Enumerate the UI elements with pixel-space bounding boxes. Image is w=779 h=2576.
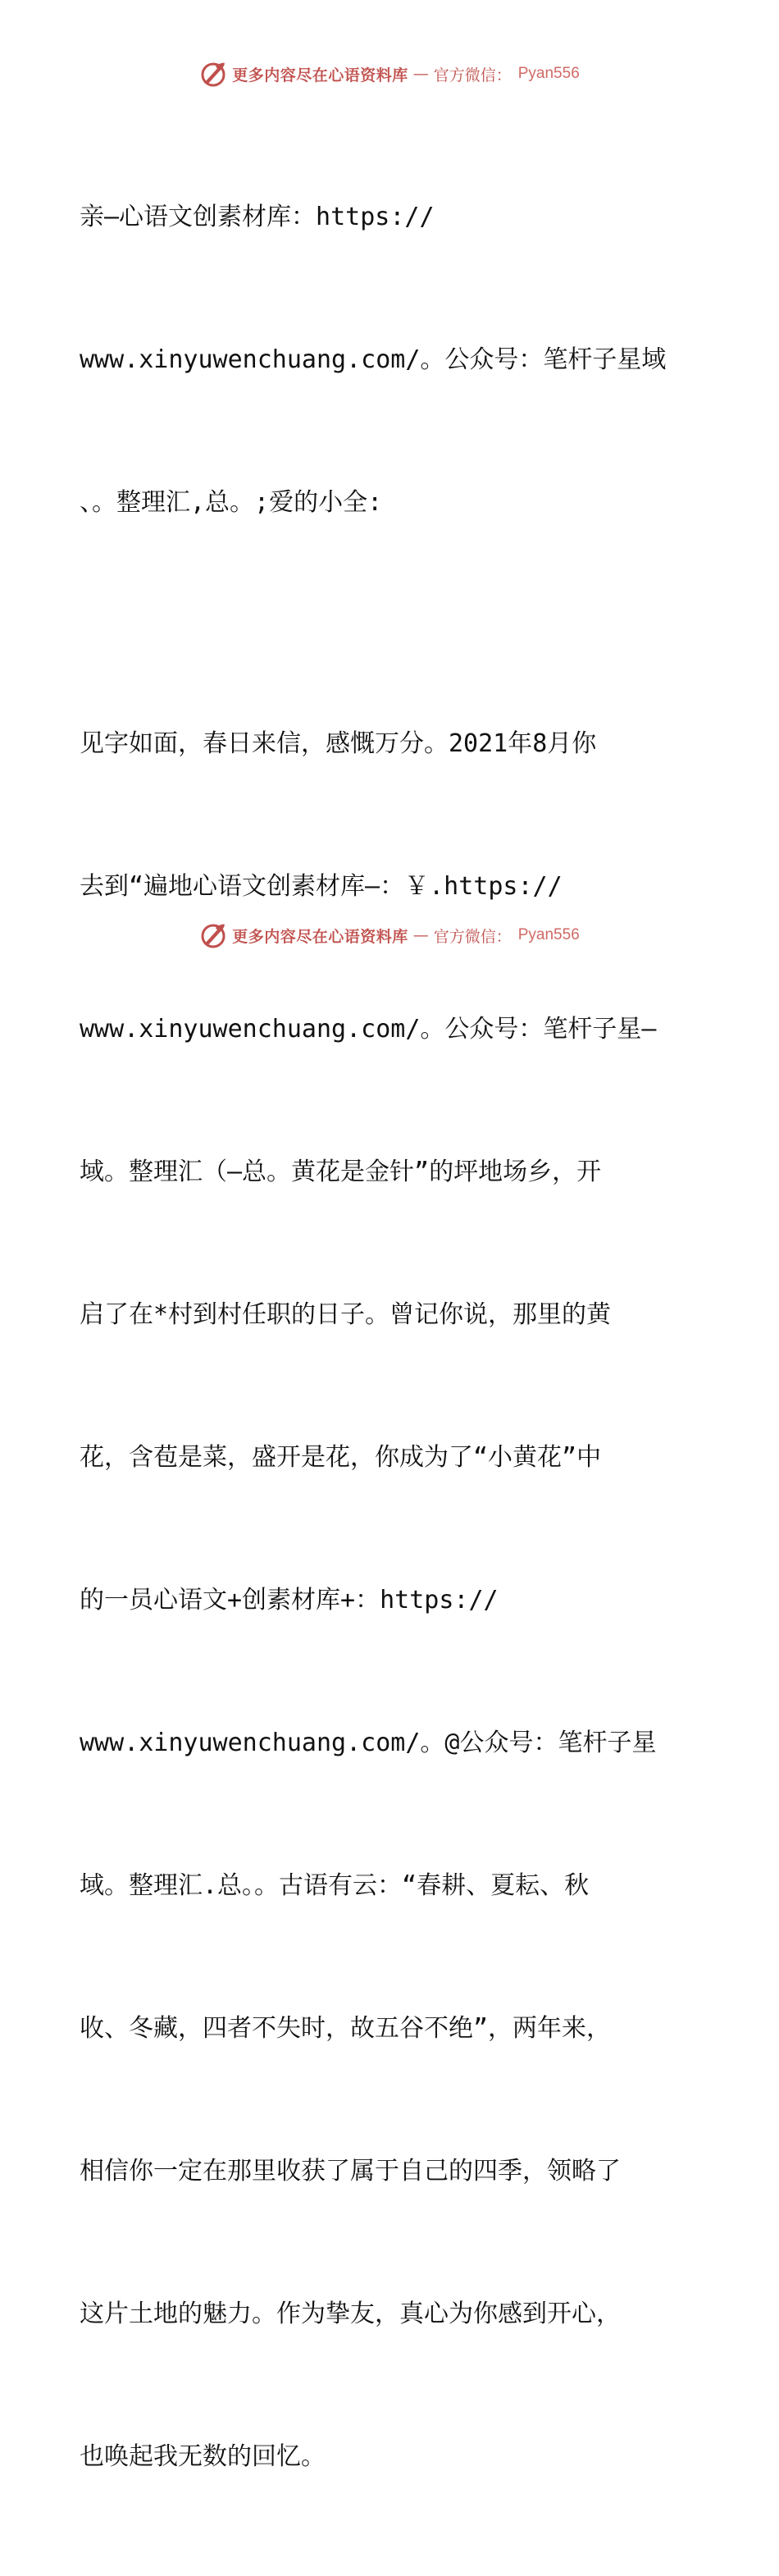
text-line: 去到“遍地心语文创素材库—：￥.https:// [80,872,563,901]
text-line: 的一员心语文+创素材库+：https:// [80,1586,499,1615]
text-line: 域。整理汇.总。。古语有云：“春耕、夏耘、秋 [80,1871,590,1900]
banner-wechat-label: 官方微信： [433,66,512,84]
banner-wechat-id: Pyan556 [517,926,580,943]
text-line: 花，含苞是菜，盛开是花，你成为了“小黄花”中 [80,1443,602,1472]
text-line: 也唤起我无数的回忆。 [80,2442,326,2471]
footer-banner [0,919,779,952]
text-line: www.xinyuwenchuang.com/。公众号：笔杆子星域 [80,345,667,374]
quill-logo-icon [199,60,227,88]
text-line: 域。整理汇（—总。黄花是金针”的坪地场乡，开 [80,1158,602,1186]
banner-main-text: 更多内容尽在心语资料库 [232,927,408,946]
paragraph-1 [80,98,703,622]
banner-group [199,921,580,949]
banner-group [199,60,580,88]
header-banner [0,57,779,90]
text-line: 这片土地的魅力。作为挚友，真心为你感到开心， [80,2300,621,2328]
paragraph-2 [80,625,703,2576]
banner-wechat-label: 官方微信： [433,927,512,946]
text-line: 亲—心语文创素材库：https:// [80,203,435,231]
text-line: 相信你一定在那里收获了属于自己的四季，领略了 [80,2157,621,2185]
quill-logo-icon [199,921,227,949]
text-line: 、。整理汇,总。;爱的小全: [80,488,383,517]
text-line: www.xinyuwenchuang.com/。公众号：笔杆子星— [80,1015,657,1044]
banner-wechat-id: Pyan556 [517,65,580,82]
text-line: www.xinyuwenchuang.com/。@公众号：笔杆子星 [80,1729,657,1757]
text-line: 启了在*村到村任职的日子。曾记你说，那里的黄 [80,1300,612,1329]
banner-separator: — [412,926,429,944]
text-line: 收、冬藏，四者不失时，故五谷不绝”，两年来， [80,2014,612,2043]
banner-main-text: 更多内容尽在心语资料库 [232,66,408,84]
text-line: 见字如面，春日来信，感慨万分。2021年8月你 [80,729,597,758]
document-body [80,98,703,2576]
banner-separator: — [412,65,429,83]
